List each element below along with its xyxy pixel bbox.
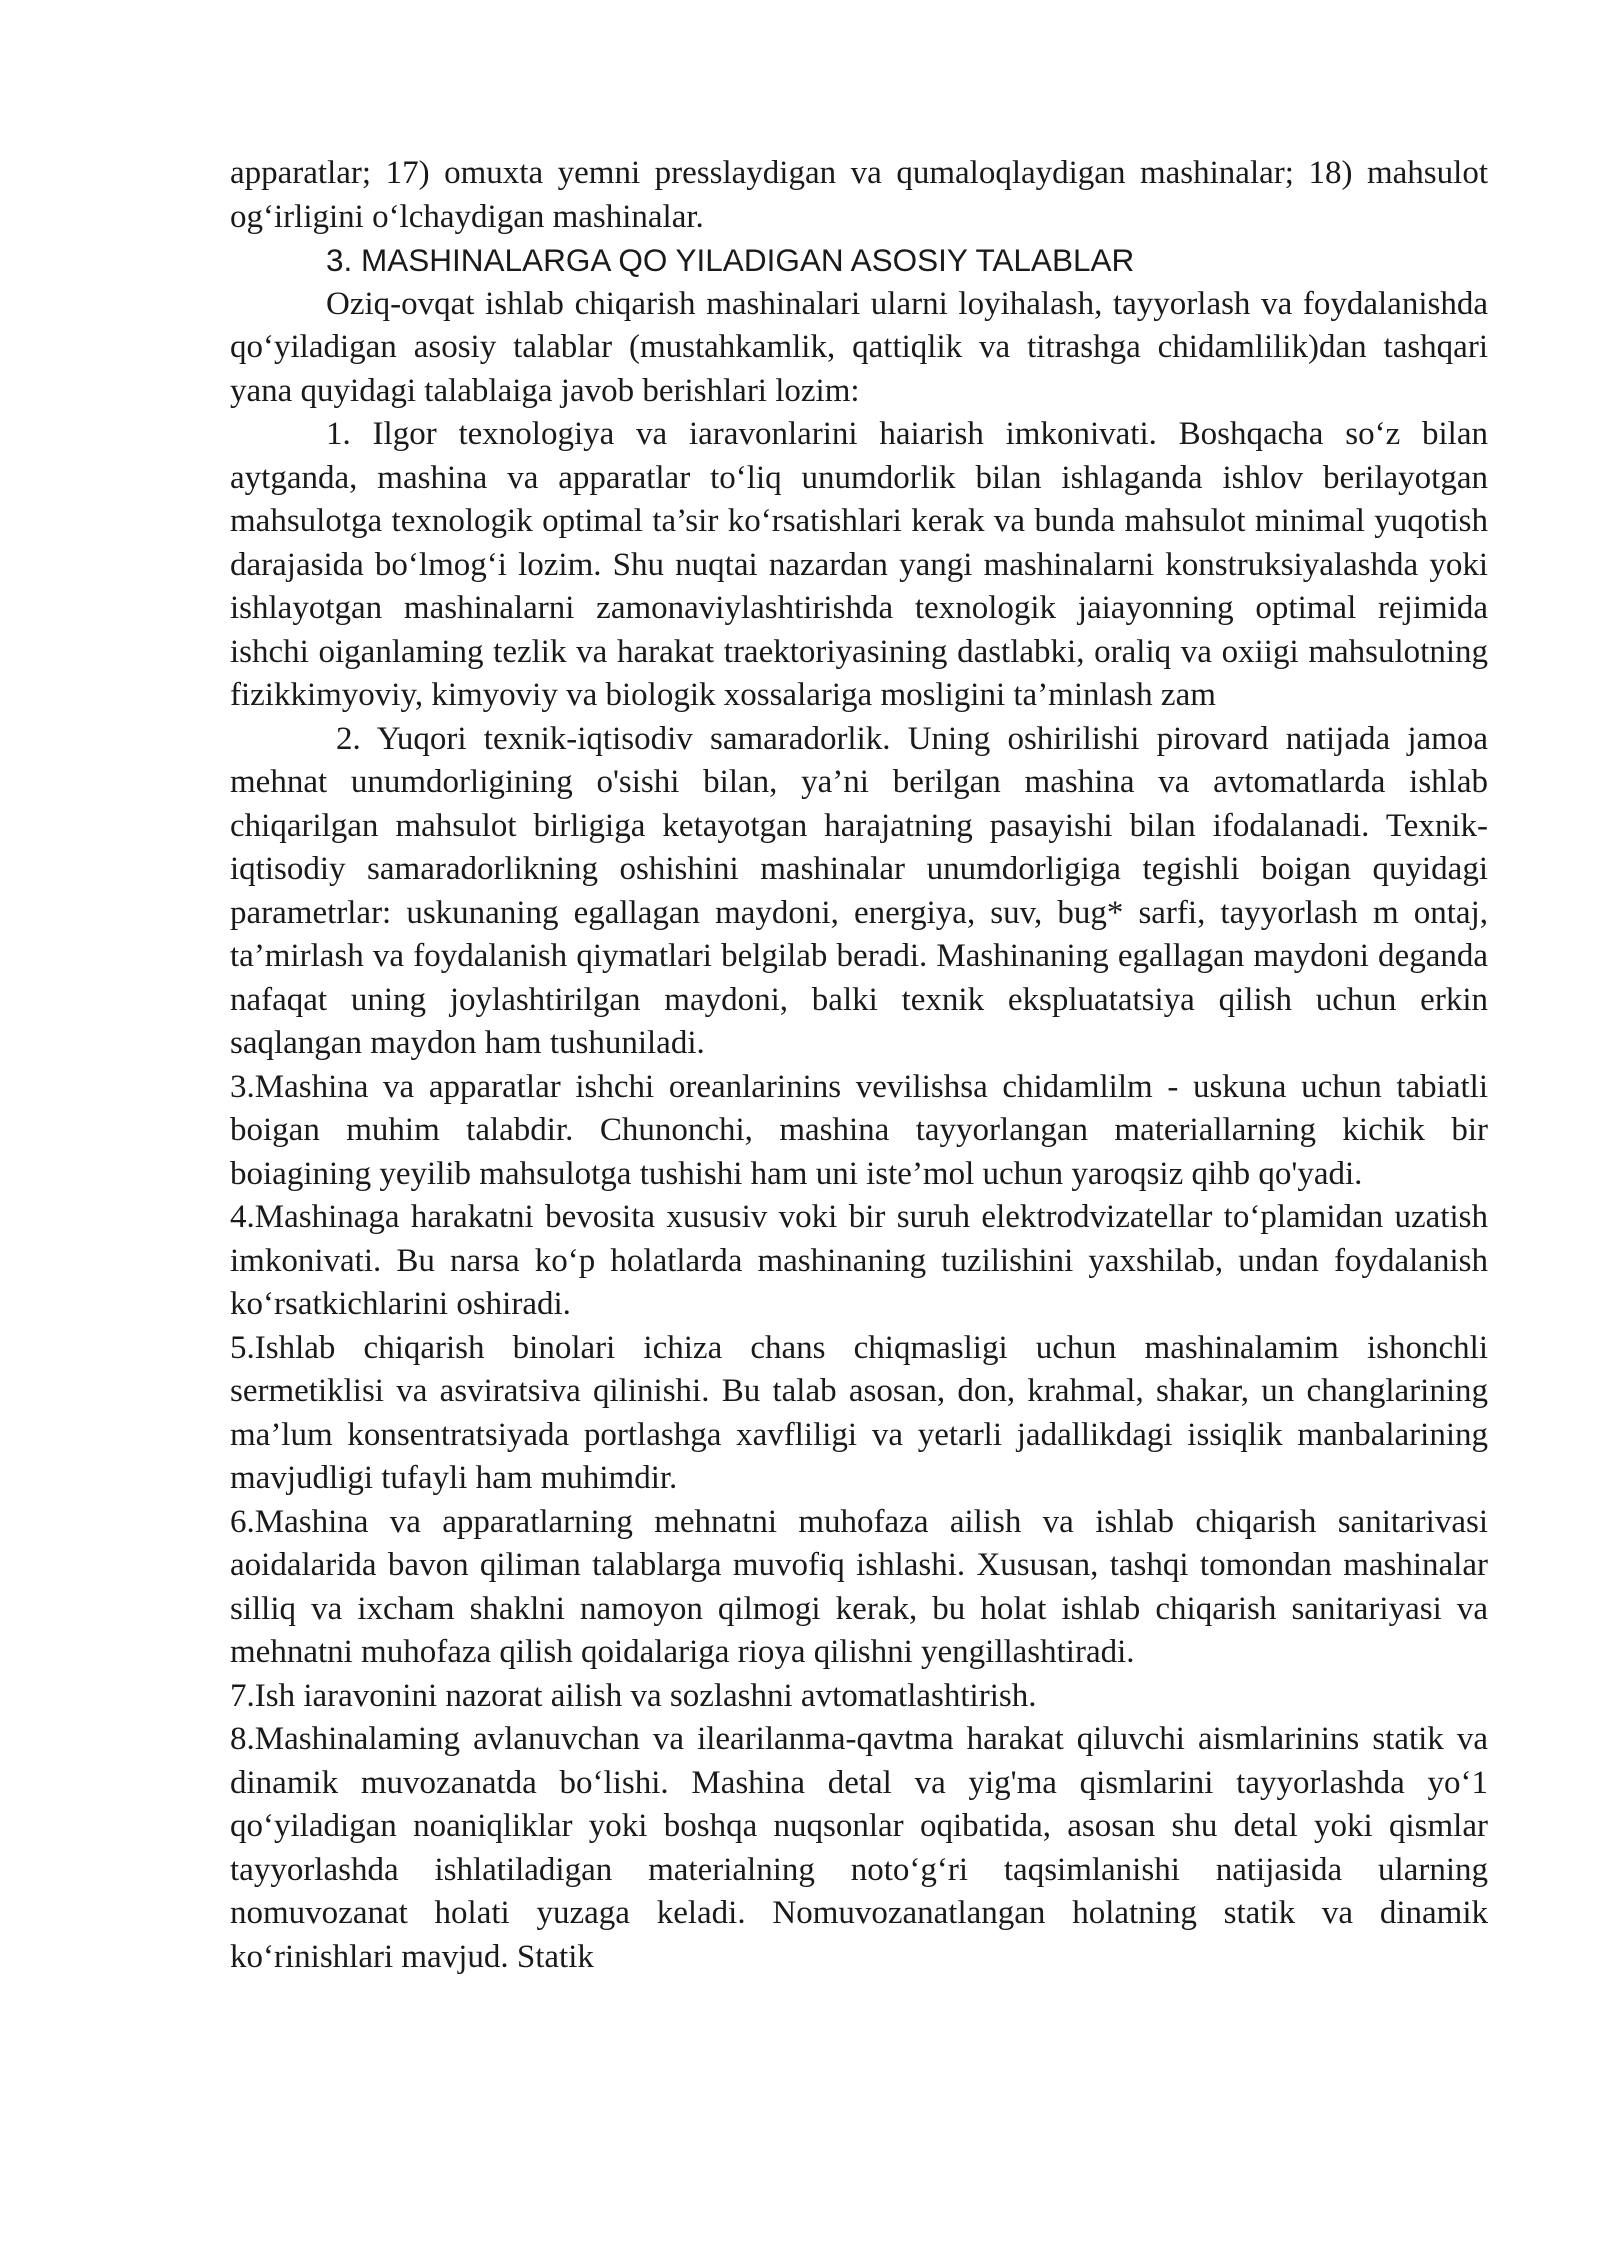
paragraph-item-5: 5.Ishlab chiqarish binolari ichiza chans chiqmasligi uchun mashinalamim ishonchli sermetiklisi va asviratsiva qilinishi. Bu talab asosan, don, krahmal, shakar, un changlarining ma’lum konsentratsiyada portlashga xavfliligi va yetarli jadallikdagi issiqlik manbalarining mavjudligi tufayli ham muhimdir. [230,1329,1488,1496]
paragraph-item-6: 6.Mashina va apparatlarning mehnatni muhofaza ailish va ishlab chiqarish sanitarivasi aoidalarida bavon qiliman talablarga muvofiq ishlashi. Xususan, tashqi tomondan mashinalar silliq va ixcham shaklni namoyon qilmogi kerak, bu holat ishlab chiqarish sanitariyasi va mehnatni muhofaza qilish qoidalariga rioya qilishni yengillashtiradi. [230,1503,1488,1670]
paragraph-continuation: apparatlar; 17) omuxta yemni presslaydigan va qumaloqlaydigan mashinalar; 18) mahsulot og‘irligini o‘lchaydigan mashinalar. [230,155,1488,235]
paragraph-item-1: 1. Ilgor texnologiya va iaravonlarini haiarish imkonivati. Boshqacha so‘z bilan aytganda, mashina va apparatlar to‘liq unumdorlik bilan ishlaganda ishlov berilayotgan mahsulotga texnologik optimal ta’sir ko‘rsatishlari kerak va bunda mahsulot minimal yuqotish darajasida bo‘lmog‘i lozim. Shu nuqtai nazardan yangi mashinalarni konstruksiyalashda yoki ishlayotgan mashinalarni zamonaviylashtirishda texnologik jaiayonning optimal rejimida ishchi oiganlaming tezlik va harakat traektoriyasining dastlabki, oraliq va oxiigi mahsulotning fizikkimyoviy, kimyoviy va biologik xossalariga mosligini ta’minlash zam [230,416,1488,713]
paragraph-item-8: 8.Mashinalaming avlanuvchan va ilearilanma-qavtma harakat qiluvchi aismlarinins statik va dinamik muvozanatda bo‘lishi. Mashina detal va yig'ma qismlarini tayyorlashda yo‘1 qo‘yiladigan noaniqliklar yoki boshqa nuqsonlar oqibatida, asosan shu detal yoki qismlar tayyorlashda ishlatiladigan materialning noto‘g‘ri taqsimlanishi natijasida ularning nomuvozanat holati yuzaga keladi. Nomuvozanatlangan holatning statik va dinamik ko‘rinishlari mavjud. Statik [230,1721,1488,1975]
paragraph-item-2: 2. Yuqori texnik-iqtisodiv samaradorlik. Uning oshirilishi pirovard natijada jamoa mehnat unumdorligining o'sishi bilan, ya’ni berilgan mashina va avtomatlarda ishlab chiqarilgan mahsulot birligiga ketayotgan harajatning pasayishi bilan ifodalanadi. Texnik-iqtisodiy samaradorlikning oshishini mashinalar unumdorligiga tegishli boigan quyidagi parametrlar: uskunaning egallagan maydoni, energiya, suv, bug* sarfi, tayyorlash m ontaj, ta’mirlash va foydalanish qiymatlari belgilab beradi. Mashinaning egallagan maydoni deganda nafaqat uning joylashtirilgan maydoni, balki texnik ekspluatatsiya qilish uchun erkin saqlangan maydon ham tushuniladi. [230,720,1488,1061]
paragraph-item-3: 3.Mashina va apparatlar ishchi oreanlarinins vevilishsa chidamlilm - uskuna uchun tabiatli boigan muhim talabdir. Chunonchi, mashina tayyorlangan materiallarning kichik bir boiagining yeyilib mahsulotga tushishi ham uni iste’mol uchun yaroqsiz qihb qo'yadi. [230,1068,1488,1192]
document-page [230,152,1488,1979]
paragraph-item-4: 4.Mashinaga harakatni bevosita xususiv voki bir suruh elektrodvizatellar to‘plamidan uzatish imkonivati. Bu narsa ko‘p holatlarda mashinaning tuzilishini yaxshilab, undan foydalanish ko‘rsatkichlarini oshiradi. [230,1199,1488,1322]
paragraph-item-7: 7.Ish iaravonini nazorat ailish va sozlashni avtomatlashtirish. [230,1677,1037,1714]
paragraph-intro: Oziq-ovqat ishlab chiqarish mashinalari ularni loyihalash, tayyorlash va foydalanishda qo‘yiladigan asosiy talablar (mustahkamlik, qattiqlik va titrashga chidamlilik)dan tashqari yana quyidagi talablaiga javob berishlari lozim: [230,285,1488,409]
section-heading: 3. MASHINALARGA QO YILADIGAN ASOSIY TALABLAR [326,242,1135,278]
